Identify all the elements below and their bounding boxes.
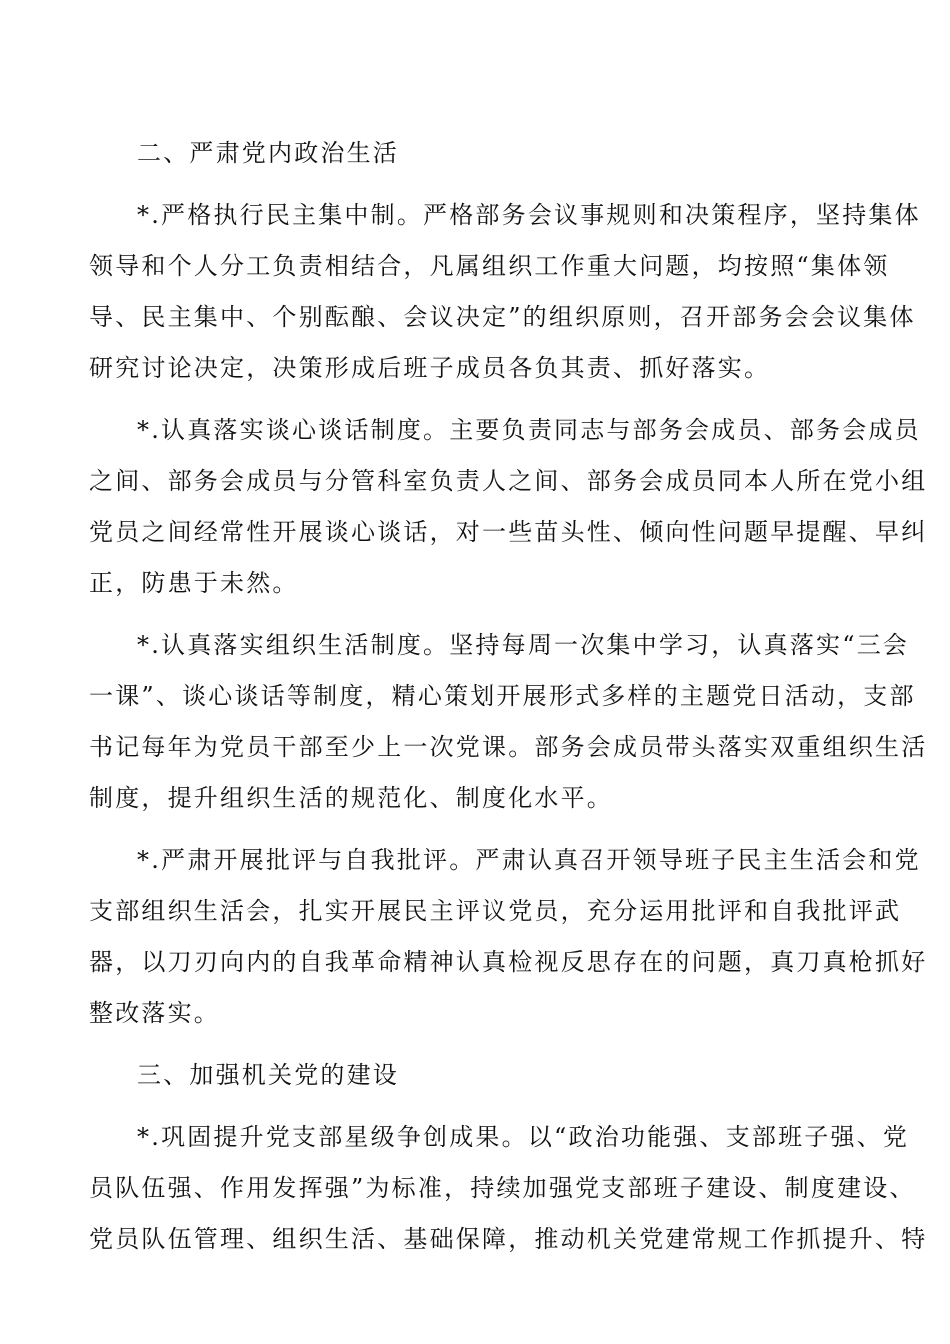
paragraph-line: 支部组织生活会，扎实开展民主评议党员，充分运用批评和自我批评武 xyxy=(89,897,902,925)
paragraph-line: *.认真落实谈心谈话制度。主要负责同志与部务会成员、部务会成员 xyxy=(137,416,921,444)
document-body xyxy=(89,128,928,1276)
paragraph-line: 员队伍强、作用发挥强”为标准，持续加强党支部班子建设、制度建设、 xyxy=(89,1174,916,1202)
paragraph-line: *.严肃开展批评与自我批评。严肃认真召开领导班子民主生活会和党 xyxy=(137,846,921,874)
paragraph-line: 整改落实。 xyxy=(89,999,220,1027)
paragraph-line: 书记每年为党员干部至少上一次党课。部务会成员带头落实双重组织生活 xyxy=(89,733,928,761)
paragraph-line: 党员队伍管理、组织生活、基础保障，推动机关党建常规工作抓提升、特 xyxy=(89,1225,928,1253)
paragraph-line: *.严格执行民主集中制。严格部务会议事规则和决策程序，坚持集体 xyxy=(137,201,921,229)
paragraph-line: 研究讨论决定，决策形成后班子成员各负其责、抓好落实。 xyxy=(89,354,771,382)
section-heading-political-life: 二、严肃党内政治生活 xyxy=(137,139,399,167)
paragraph-star-rating-achievements xyxy=(89,1112,928,1265)
paragraph-line: 党员之间经常性开展谈心谈话，对一些苗头性、倾向性问题早提醒、早纠 xyxy=(89,518,928,546)
paragraph-line: 一课”、谈心谈话等制度，精心策划开展形式多样的主题党日活动，支部 xyxy=(89,682,916,710)
paragraph-organizational-life xyxy=(89,620,928,824)
paragraph-line: 领导和个人分工负责相结合，凡属组织工作重大问题，均按照“集体领 xyxy=(89,252,890,280)
paragraph-line: 导、民主集中、个别酝酿、会议决定”的组织原则，召开部务会会议集体 xyxy=(89,303,916,331)
paragraph-heart-to-heart-talks xyxy=(89,405,928,609)
paragraph-democratic-centralism xyxy=(89,190,921,394)
paragraph-line: *.巩固提升党支部星级争创成果。以“政治功能强、支部班子强、党 xyxy=(137,1123,910,1151)
paragraph-line: 器，以刀刃向内的自我革命精神认真检视反思存在的问题，真刀真枪抓好 xyxy=(89,948,928,976)
section-heading-party-building: 三、加强机关党的建设 xyxy=(137,1061,399,1089)
paragraph-criticism-self-criticism xyxy=(89,835,928,1039)
paragraph-line: 之间、部务会成员与分管科室负责人之间、部务会成员同本人所在党小组 xyxy=(89,467,928,495)
paragraph-line: 制度，提升组织生活的规范化、制度化水平。 xyxy=(89,784,613,812)
paragraph-line: *.认真落实组织生活制度。坚持每周一次集中学习，认真落实“三会 xyxy=(137,631,910,659)
paragraph-line: 正，防患于未然。 xyxy=(89,569,299,597)
